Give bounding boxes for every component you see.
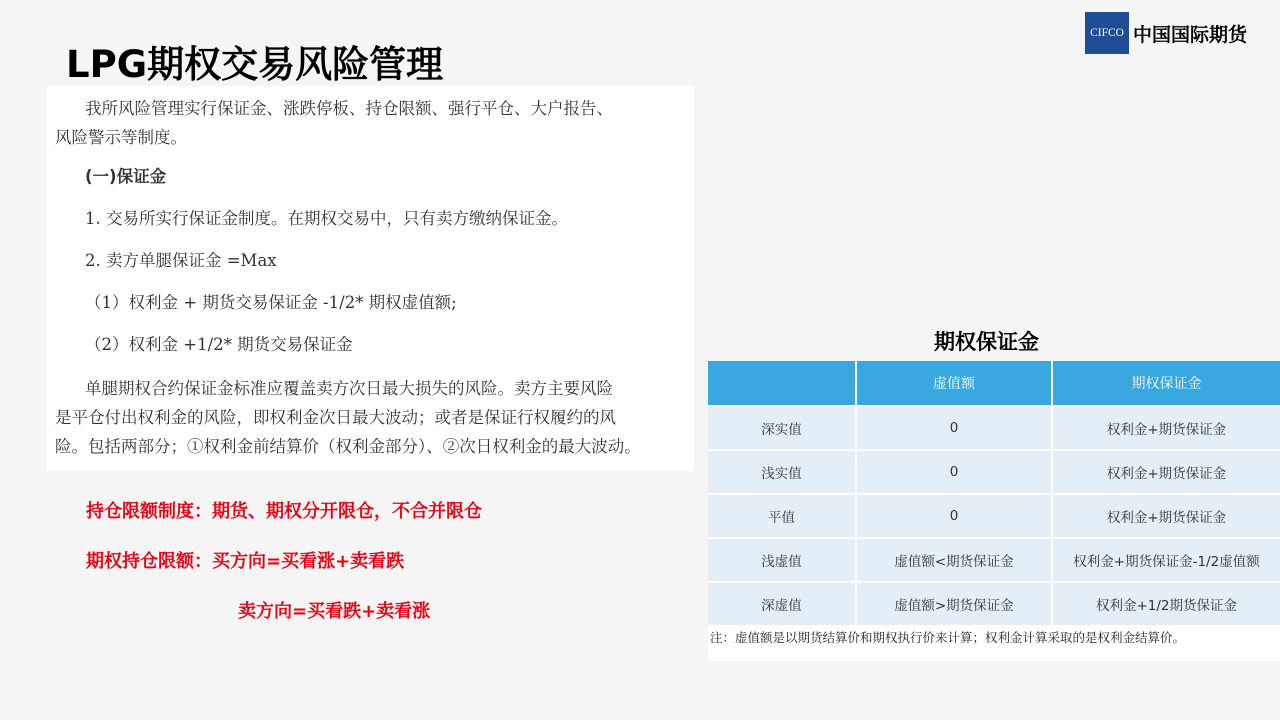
logo-name: 中国国际期货	[1133, 23, 1248, 46]
table-cell: 深虚值	[708, 582, 856, 626]
option-margin-table	[708, 361, 1280, 627]
rule-item-1: 1. 交易所实行保证金制度。在期权交易中，只有卖方缴纳保证金。	[85, 208, 568, 228]
table-row	[708, 494, 1280, 538]
table-cell: 虚值额<期货保证金	[856, 538, 1052, 582]
margin-table-panel	[708, 361, 1280, 661]
para-line-2: 是平仓付出权利金的风险，即权利金次日最大波动；或者是保证行权履约的风	[55, 408, 616, 427]
rules-document-excerpt	[47, 86, 694, 471]
table-cell: 浅实值	[708, 450, 856, 494]
page-title: LPG期权交易风险管理	[66, 43, 444, 86]
table-header-row	[708, 361, 1280, 406]
rule-item-2: 2. 卖方单腿保证金 =Max	[85, 250, 277, 270]
para-line-1: 单腿期权合约保证金标准应覆盖卖方次日最大损失的风险。卖方主要风险	[85, 379, 613, 398]
table-cell: 0	[856, 494, 1052, 538]
table-cell: 虚值额>期货保证金	[856, 582, 1052, 626]
para-line-3: 险。包括两部分；①权利金前结算价（权利金部分）、②次日权利金的最大波动。	[55, 437, 641, 456]
table-cell: 权利金+1/2期货保证金	[1052, 582, 1280, 626]
table-header-cell	[708, 361, 856, 406]
red-note-1: 持仓限额制度：期货、期权分开限仓，不合并限仓	[86, 501, 482, 522]
table-cell: 0	[856, 406, 1052, 450]
cifco-logo	[1085, 12, 1247, 54]
table-row	[708, 582, 1280, 626]
table-row	[708, 538, 1280, 582]
red-note-3: 卖方向=买看跌+卖看涨	[238, 601, 431, 622]
formula-1: （1）权利金 + 期货交易保证金 -1/2* 期权虚值额;	[85, 292, 457, 312]
table-cell: 权利金+期货保证金-1/2虚值额	[1052, 538, 1280, 582]
table-cell: 权利金+期货保证金	[1052, 494, 1280, 538]
red-note-2: 期权持仓限额：买方向=买看涨+卖看跌	[86, 551, 405, 572]
logo-box: CIFCO	[1085, 12, 1129, 54]
intro-line-2: 风险警示等制度。	[55, 128, 187, 147]
table-cell: 深实值	[708, 406, 856, 450]
table-footnote: 注：虚值额是以期货结算价和期权执行价来计算；权利金计算采取的是权利金结算价。	[710, 630, 1186, 645]
table-cell: 权利金+期货保证金	[1052, 450, 1280, 494]
table-cell: 0	[856, 450, 1052, 494]
table-row	[708, 450, 1280, 494]
table-cell: 平值	[708, 494, 856, 538]
table-cell: 权利金+期货保证金	[1052, 406, 1280, 450]
intro-line-1: 我所风险管理实行保证金、涨跌停板、持仓限额、强行平仓、大户报告、	[85, 99, 613, 118]
formula-2: （2）权利金 +1/2* 期货交易保证金	[85, 334, 353, 354]
position-limit-notes	[86, 498, 482, 648]
table-row	[708, 406, 1280, 450]
table-header-cell: 虚值额	[856, 361, 1052, 406]
section-heading: (一)保证金	[85, 166, 167, 186]
table-header-cell: 期权保证金	[1052, 361, 1280, 406]
table-caption: 期权保证金	[934, 330, 1039, 354]
table-cell: 浅虚值	[708, 538, 856, 582]
